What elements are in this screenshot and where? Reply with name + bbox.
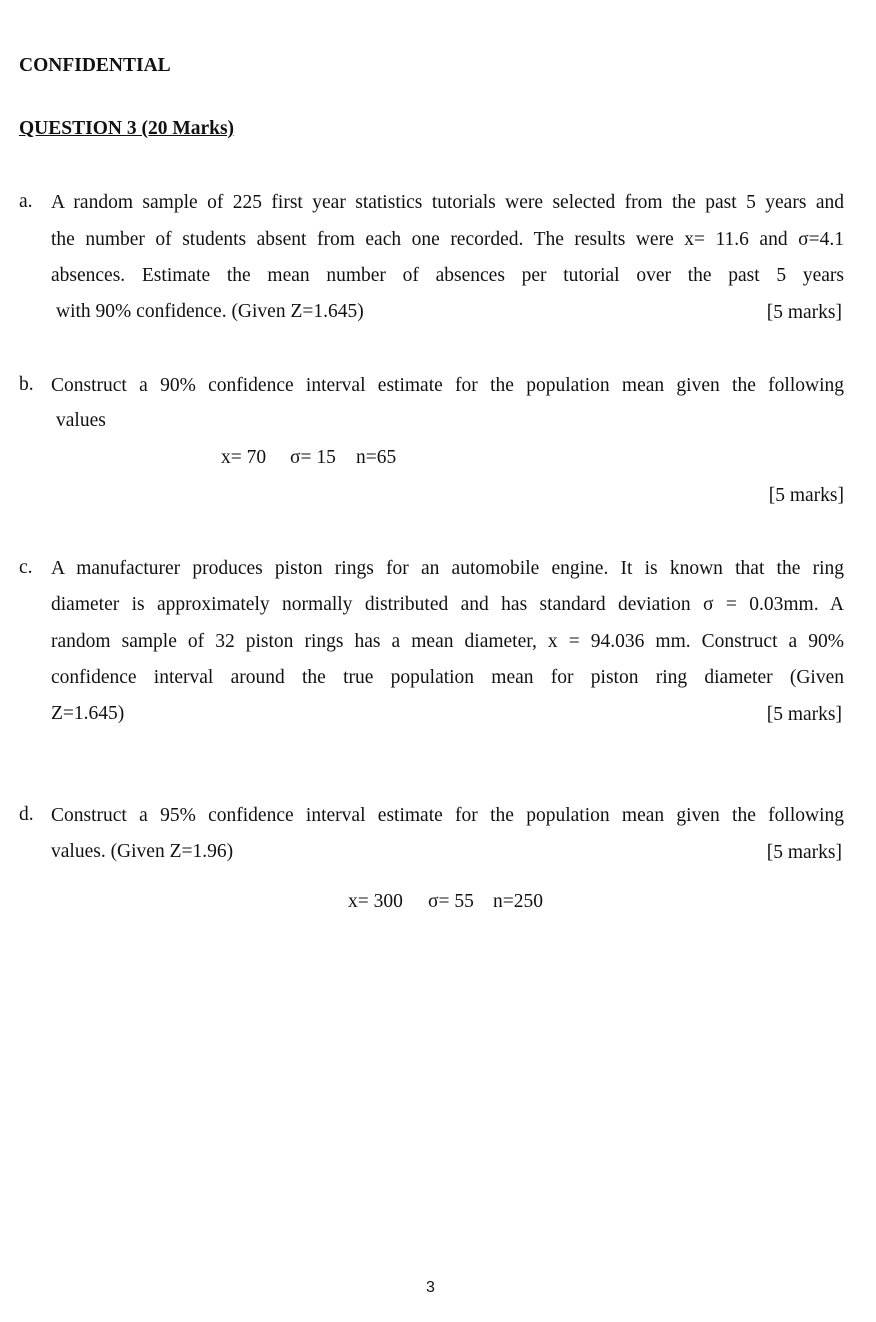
question-c-label: c.	[19, 557, 33, 578]
question-a-line-2: the number of students absent from each one recorded. The results were x= 11.6 and σ=4.1	[51, 229, 844, 250]
question-b-line-2: values	[56, 410, 106, 431]
question-d-line-1: Construct a 95% confidence interval estimate for the population mean given the following	[51, 805, 844, 826]
question-c-line-4: confidence interval around the true population mean for piston ring diameter (Given	[51, 667, 844, 688]
question-d-label: d.	[19, 804, 34, 825]
question-d-value-n: n=250	[493, 891, 543, 912]
question-d-value-x: x= 300	[348, 891, 403, 912]
question-c-line-1: A manufacturer produces piston rings for an automobile engine. It is known that the ring	[51, 558, 844, 579]
question-d-marks: [5 marks]	[766, 842, 842, 863]
question-b-value-x: x= 70	[221, 447, 267, 468]
question-b-label: b.	[19, 374, 34, 395]
question-c-line-3: random sample of 32 piston rings has a mean diameter, x = 94.036 mm. Construct a 90%	[51, 631, 844, 652]
question-title: QUESTION 3 (20 Marks)	[19, 118, 235, 139]
question-a-line-3: absences. Estimate the mean number of absences per tutorial over the past 5 years	[51, 265, 844, 286]
confidential-label: CONFIDENTIAL	[19, 55, 171, 76]
page-number: 3	[426, 1279, 435, 1296]
question-b-value-n: n=65	[356, 447, 397, 468]
question-a-label: a.	[19, 191, 33, 212]
question-b-value-sigma: σ= 15	[290, 447, 336, 468]
question-a-line-4: with 90% confidence. (Given Z=1.645)	[56, 301, 364, 322]
question-d-value-sigma: σ= 55	[428, 891, 474, 912]
question-b-line-1: Construct a 90% confidence interval estimate for the population mean given the following	[51, 375, 844, 396]
question-c-line-5: Z=1.645)	[51, 703, 125, 724]
question-c-marks: [5 marks]	[766, 704, 842, 725]
question-a-line-1: A random sample of 225 first year statistics tutorials were selected from the past 5 years and	[51, 192, 844, 213]
question-c-line-2: diameter is approximately normally distributed and has standard deviation σ = 0.03mm. A	[51, 594, 844, 615]
question-d-line-2: values. (Given Z=1.96)	[51, 841, 234, 862]
question-a-marks: [5 marks]	[766, 302, 842, 323]
question-b-marks: [5 marks]	[768, 485, 844, 506]
